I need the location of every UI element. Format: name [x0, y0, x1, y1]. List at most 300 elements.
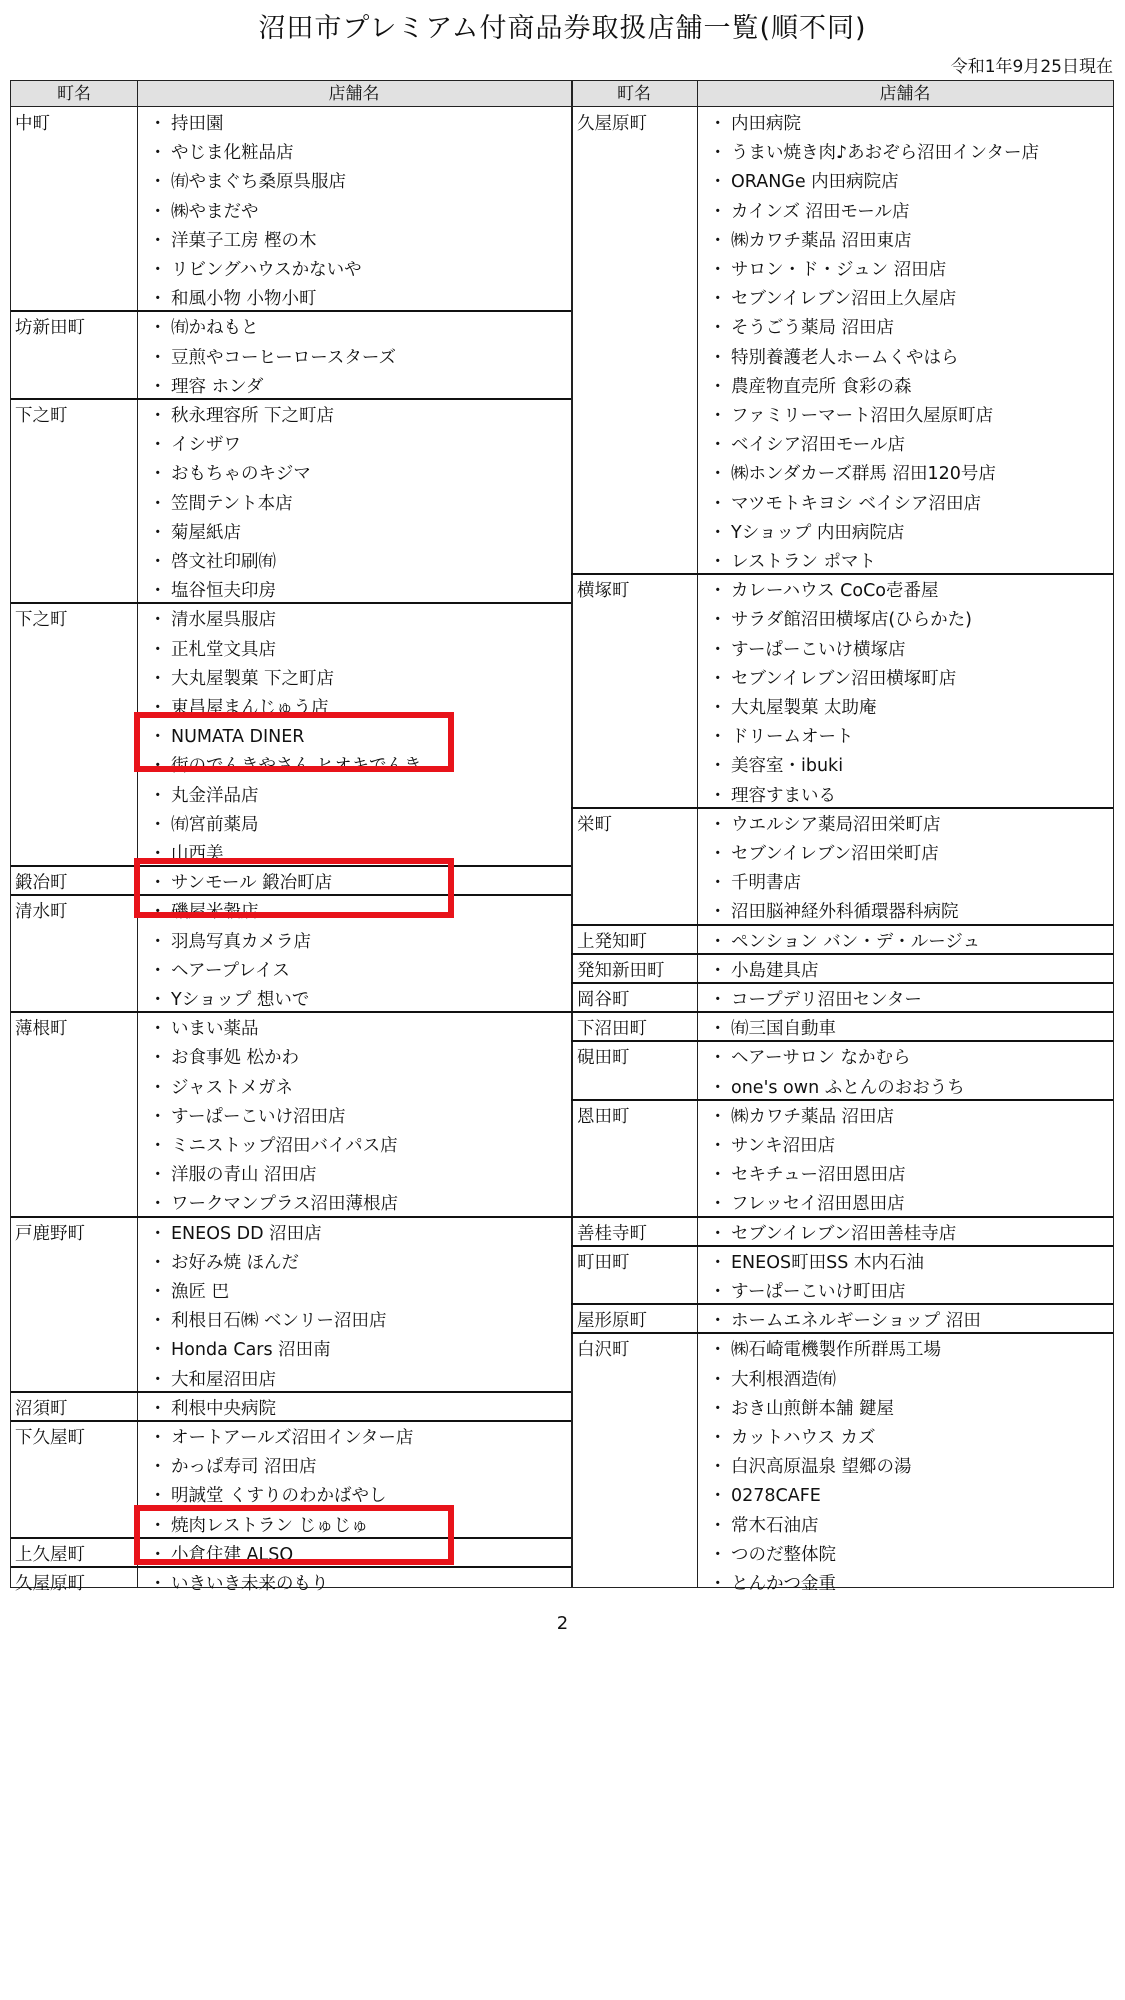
store-name: 漁匠 巴 [171, 1282, 230, 1302]
store-name: 丸金洋品店 [171, 785, 259, 806]
group-divider [11, 602, 571, 604]
bullet: ・ [709, 347, 727, 368]
store-item [149, 1103, 345, 1128]
store-item [149, 1015, 259, 1040]
bullet: ・ [709, 698, 727, 718]
group-divider [571, 1245, 1113, 1247]
store-item [709, 198, 909, 223]
bullet: ・ [709, 1106, 727, 1127]
store-item [709, 1482, 821, 1507]
town-name: 下之町 [15, 406, 68, 426]
bullet: ・ [149, 1077, 167, 1098]
bullet: ・ [149, 581, 167, 602]
bullet: ・ [709, 1252, 727, 1273]
store-item [709, 840, 939, 865]
group-divider [11, 1216, 571, 1218]
store-item [709, 1453, 912, 1478]
store-name: 菊屋紙店 [171, 522, 241, 543]
store-item [709, 168, 899, 193]
store-item [709, 1336, 941, 1361]
store-item [709, 752, 843, 777]
bullet: ・ [709, 376, 727, 397]
bullet: ・ [149, 230, 167, 251]
store-name: 明誠堂 くすりのわかばやし [171, 1486, 387, 1507]
bullet: ・ [149, 844, 167, 864]
bullet: ・ [709, 1165, 727, 1186]
store-name: ジャストメガネ [171, 1077, 293, 1098]
store-name: 街のでんきやさん ヒオキでんき [171, 756, 422, 777]
group-divider [571, 1099, 1113, 1101]
store-item [709, 957, 819, 982]
store-item [149, 1570, 329, 1595]
store-name: つのだ整体院 [731, 1544, 836, 1565]
store-item [149, 665, 334, 690]
bullet: ・ [709, 289, 727, 310]
store-name: 常木石油店 [731, 1515, 819, 1536]
bullet: ・ [149, 1574, 167, 1594]
store-name: ㈱カワチ薬品 沼田店 [731, 1106, 895, 1127]
bullet: ・ [149, 318, 167, 339]
town-name: 久屋原町 [577, 114, 647, 134]
store-name: サラダ館沼田横塚店(ひらかた) [731, 610, 972, 631]
bullet: ・ [149, 698, 167, 718]
bullet: ・ [149, 1194, 167, 1215]
highlight-box-jujyu [134, 1505, 454, 1565]
column-divider [571, 81, 573, 1587]
store-item [149, 1336, 331, 1361]
bullet: ・ [149, 552, 167, 572]
store-item [709, 402, 993, 427]
town-name: 戸鹿野町 [15, 1223, 85, 1244]
town-name: 下沼田町 [577, 1019, 647, 1040]
store-item [709, 1015, 836, 1040]
bullet: ・ [149, 990, 167, 1010]
group-divider [571, 573, 1113, 575]
town-name: 町田町 [577, 1252, 630, 1273]
bullet: ・ [709, 1515, 727, 1536]
store-name: Yショップ 想いで [171, 990, 310, 1010]
bullet: ・ [149, 873, 167, 894]
bullet: ・ [709, 902, 727, 923]
bullet: ・ [709, 1457, 727, 1478]
store-name: one's own ふとんのおおうち [731, 1077, 965, 1098]
town-name: 鍛冶町 [15, 873, 68, 894]
store-item [149, 1395, 276, 1420]
store-name: お好み焼 ほんだ [171, 1252, 300, 1273]
store-name: NUMATA DINER [171, 727, 305, 748]
store-item [149, 782, 259, 807]
store-name: ㈲やまぐち桑原呉服店 [171, 172, 346, 193]
bullet: ・ [149, 1136, 167, 1156]
store-name: いきいき未来のもり [171, 1574, 329, 1594]
store-name: ベイシア沼田モール店 [731, 435, 905, 456]
town-name: 沼須町 [15, 1398, 68, 1419]
store-item [709, 1307, 981, 1332]
bullet: ・ [149, 785, 167, 806]
bullet: ・ [149, 406, 167, 426]
group-divider [571, 1216, 1113, 1218]
group-divider [571, 1040, 1113, 1042]
store-item [149, 373, 263, 398]
store-name: Yショップ 内田病院店 [731, 522, 905, 543]
group-divider [11, 1391, 571, 1393]
store-item [709, 1570, 836, 1595]
store-item [709, 490, 981, 515]
store-item [149, 1220, 322, 1245]
bullet: ・ [149, 1223, 167, 1244]
store-item [149, 1482, 387, 1507]
bullet: ・ [149, 1515, 167, 1536]
store-name: 沼田脳神経外科循環器科病院 [731, 902, 959, 923]
bullet: ・ [709, 143, 727, 164]
store-name: イシザワ [171, 435, 241, 456]
bullet: ・ [709, 1223, 727, 1244]
store-item [709, 285, 956, 310]
store-item [149, 1278, 229, 1303]
store-item [149, 1074, 293, 1099]
store-item [149, 110, 224, 135]
store-item [709, 1278, 905, 1303]
town-name: 栄町 [577, 814, 612, 835]
store-item [709, 665, 956, 690]
store-name: ドリームオート [731, 727, 854, 748]
store-item [149, 548, 276, 573]
store-name: セブンイレブン沼田横塚町店 [731, 668, 957, 689]
group-divider [11, 310, 571, 312]
town-name: 岡谷町 [577, 990, 630, 1010]
store-item [149, 519, 241, 544]
store-item [149, 577, 276, 602]
store-name: いまい薬品 [171, 1019, 259, 1040]
header-store-right: 店舗名 [697, 81, 1113, 107]
group-divider [571, 1011, 1113, 1013]
store-item [149, 957, 290, 982]
bullet: ・ [149, 464, 167, 485]
bullet: ・ [709, 1077, 727, 1098]
store-item [709, 227, 912, 252]
store-name: 内田病院 [731, 114, 801, 134]
store-name: かっぱ寿司 沼田店 [171, 1457, 317, 1478]
store-name: セブンイレブン沼田上久屋店 [731, 289, 957, 310]
group-divider [571, 1332, 1113, 1334]
bullet: ・ [149, 1369, 167, 1390]
town-name: 硯田町 [577, 1048, 630, 1069]
store-name: 利根日石㈱ ベンリー沼田店 [171, 1311, 387, 1332]
bullet: ・ [709, 873, 727, 894]
store-item [149, 811, 259, 836]
store-name: ㈲宮前薬局 [171, 814, 259, 835]
store-item [709, 314, 894, 339]
store-name: ㈲三国自動車 [731, 1019, 836, 1040]
store-name: レストラン ポマト [731, 552, 877, 572]
bullet: ・ [709, 172, 727, 193]
store-name: カインズ 沼田モール店 [731, 201, 910, 222]
bullet: ・ [149, 1048, 167, 1069]
bullet: ・ [709, 960, 727, 981]
bullet: ・ [149, 435, 167, 456]
bullet: ・ [709, 406, 727, 426]
store-item [149, 1249, 299, 1274]
store-name: 持田園 [171, 114, 224, 134]
store-name: 洋菓子工房 樫の木 [171, 230, 317, 251]
store-name: 秋永理容所 下之町店 [171, 406, 335, 426]
store-name: リビングハウスかないや [171, 260, 362, 280]
bullet: ・ [149, 347, 167, 368]
town-name: 下久屋町 [15, 1428, 85, 1448]
store-name: ㈱カワチ薬品 沼田東店 [731, 230, 912, 251]
bullet: ・ [149, 727, 167, 748]
bullet: ・ [149, 1252, 167, 1273]
bullet: ・ [149, 1165, 167, 1186]
bullet: ・ [149, 522, 167, 543]
store-name: 正札堂文具店 [171, 639, 276, 660]
group-divider [11, 398, 571, 400]
store-name: コープデリ沼田センター [731, 990, 922, 1010]
bullet: ・ [709, 201, 727, 222]
store-name: 小倉住建 ALSO [171, 1544, 294, 1565]
town-name: 上発知町 [577, 931, 647, 952]
town-name: 恩田町 [577, 1106, 630, 1127]
store-name: うまい焼き肉♪あおぞら沼田インター店 [731, 143, 1039, 164]
bullet: ・ [709, 639, 727, 660]
store-name: ㈱石崎電機製作所群馬工場 [731, 1340, 941, 1361]
column-divider [137, 81, 138, 1587]
store-name: 洋服の青山 沼田店 [171, 1165, 317, 1186]
bullet: ・ [149, 376, 167, 397]
store-item [149, 460, 311, 485]
store-name: ㈲かねもと [171, 318, 259, 339]
store-name: すーぱーこいけ町田店 [731, 1282, 906, 1302]
bullet: ・ [149, 1428, 167, 1448]
store-item [149, 402, 334, 427]
bullet: ・ [149, 814, 167, 835]
bullet: ・ [709, 230, 727, 251]
store-item [709, 606, 972, 631]
bullet: ・ [709, 464, 727, 485]
town-name: 横塚町 [577, 581, 630, 602]
bullet: ・ [709, 1340, 727, 1361]
bullet: ・ [709, 522, 727, 543]
store-name: 磯屋米穀店 [171, 902, 259, 923]
store-item [149, 636, 276, 661]
store-item [149, 928, 311, 953]
store-name: オートアールズ沼田インター店 [171, 1428, 414, 1448]
bullet: ・ [149, 1106, 167, 1127]
store-item [709, 869, 801, 894]
store-name: マツモトキヨシ ベイシア沼田店 [731, 493, 982, 514]
store-name: 豆煎やコーヒーロースターズ [171, 347, 397, 368]
bullet: ・ [709, 814, 727, 835]
store-item [709, 1190, 905, 1215]
bullet: ・ [709, 318, 727, 339]
store-name: セブンイレブン沼田栄町店 [731, 844, 939, 864]
store-item [709, 1395, 894, 1420]
store-item [149, 227, 317, 252]
town-name: 中町 [15, 114, 50, 134]
store-item [149, 1044, 299, 1069]
store-name: 東昌屋まんじゅう店 [171, 698, 329, 718]
highlight-box-sanmall [134, 858, 454, 918]
store-name: ミニストップ沼田バイパス店 [171, 1136, 398, 1156]
store-item [709, 519, 904, 544]
bullet: ・ [149, 931, 167, 952]
store-item [709, 1074, 965, 1099]
bullet: ・ [709, 931, 727, 952]
store-name: ORANGe 内田病院店 [731, 172, 899, 193]
store-item [709, 577, 939, 602]
store-name: 農産物直売所 食彩の森 [731, 376, 912, 397]
group-divider [571, 807, 1113, 809]
header-town-right: 町名 [571, 81, 697, 107]
bullet: ・ [149, 610, 167, 631]
store-item [709, 928, 980, 953]
bullet: ・ [149, 260, 167, 280]
store-item [149, 1132, 398, 1157]
store-name: 大和屋沼田店 [171, 1369, 276, 1390]
bullet: ・ [709, 668, 727, 689]
store-name: 大丸屋製菓 太助庵 [731, 698, 877, 718]
bullet: ・ [149, 289, 167, 310]
store-name: お食事処 松かわ [171, 1048, 300, 1069]
store-item [149, 606, 276, 631]
store-name: 特別養護老人ホームくやはら [731, 347, 959, 368]
store-name: ㈱ホンダカーズ群馬 沼田120号店 [731, 464, 996, 485]
store-item [709, 636, 905, 661]
bullet: ・ [149, 143, 167, 164]
store-name: 笠間テント本店 [171, 493, 293, 514]
store-item [709, 431, 905, 456]
bullet: ・ [709, 1019, 727, 1040]
store-item [709, 1366, 836, 1391]
bullet: ・ [149, 668, 167, 689]
town-name: 屋形原町 [577, 1311, 647, 1332]
store-item [709, 373, 912, 398]
bullet: ・ [709, 435, 727, 456]
bullet: ・ [149, 114, 167, 134]
store-name: やじま化粧品店 [171, 143, 294, 164]
store-name: Honda Cars 沼田南 [171, 1340, 331, 1361]
store-item [709, 256, 946, 281]
store-table [10, 80, 1114, 1594]
store-name: ホームエネルギーショップ 沼田 [731, 1311, 981, 1332]
town-name: 上久屋町 [15, 1544, 85, 1565]
store-item [149, 198, 259, 223]
bullet: ・ [709, 1574, 727, 1594]
town-name: 薄根町 [15, 1019, 68, 1040]
store-item [709, 460, 996, 485]
group-divider [571, 1303, 1113, 1305]
store-item [709, 723, 854, 748]
store-item [149, 314, 259, 339]
store-item [149, 986, 309, 1011]
store-name: すーぱーこいけ横塚店 [731, 639, 906, 660]
store-item [149, 1307, 387, 1332]
bullet: ・ [709, 1428, 727, 1448]
bullet: ・ [709, 1136, 727, 1156]
store-item [709, 344, 959, 369]
store-item [709, 898, 959, 923]
store-name: 理容すまいる [731, 785, 836, 806]
store-name: 和風小物 小物小町 [171, 289, 317, 310]
header-store: 店舗名 [137, 81, 571, 107]
store-name: そうごう薬局 沼田店 [731, 318, 895, 339]
store-name: 焼肉レストラン じゅじゅ [171, 1515, 369, 1536]
town-name: 善桂寺町 [577, 1223, 647, 1244]
store-name: 大丸屋製菓 下之町店 [171, 668, 335, 689]
store-item [709, 986, 922, 1011]
store-item [709, 1103, 894, 1128]
bullet: ・ [709, 581, 727, 602]
store-item [149, 285, 317, 310]
group-divider [571, 953, 1113, 955]
store-name: おき山煎餅本舗 鍵屋 [731, 1398, 895, 1419]
bullet: ・ [709, 552, 727, 572]
store-item [149, 431, 241, 456]
store-name: ペンション バン・デ・ルージュ [731, 931, 981, 952]
store-item [149, 168, 346, 193]
bullet: ・ [709, 114, 727, 134]
bullet: ・ [709, 1194, 727, 1215]
store-item [149, 1161, 317, 1186]
store-name: すーぱーこいけ沼田店 [171, 1106, 346, 1127]
bullet: ・ [149, 902, 167, 923]
store-name: ENEOS DD 沼田店 [171, 1223, 322, 1244]
store-item [709, 1044, 911, 1069]
store-item [709, 1249, 924, 1274]
bullet: ・ [149, 1486, 167, 1507]
town-name: 下之町 [15, 610, 68, 631]
store-item [709, 1132, 835, 1157]
store-item [709, 782, 836, 807]
store-name: ㈱やまだや [171, 201, 259, 222]
bullet: ・ [709, 1282, 727, 1302]
group-divider [11, 1566, 571, 1568]
store-name: サロン・ド・ジュン 沼田店 [731, 260, 947, 280]
store-name: ヘアープレイス [171, 960, 290, 981]
store-item [149, 1453, 317, 1478]
store-item [149, 1424, 413, 1449]
store-name: 羽鳥写真カメラ店 [171, 931, 311, 952]
group-divider [11, 1420, 571, 1422]
store-name: とんかつ金重 [731, 1574, 836, 1594]
bullet: ・ [149, 1398, 167, 1419]
store-name: ファミリーマート沼田久屋原町店 [731, 406, 994, 426]
store-name: 美容室・ibuki [731, 756, 844, 777]
page-number: 2 [556, 1613, 569, 1634]
column-divider [697, 81, 698, 1587]
group-divider [571, 982, 1113, 984]
store-name: 塩谷恒夫印房 [171, 581, 276, 602]
bullet: ・ [149, 1544, 167, 1565]
bullet: ・ [709, 1369, 727, 1390]
bullet: ・ [149, 172, 167, 193]
store-name: 山西美 [171, 844, 224, 864]
store-item [709, 548, 876, 573]
store-name: セブンイレブン沼田善桂寺店 [731, 1223, 957, 1244]
store-name: 白沢高原温泉 望郷の湯 [731, 1457, 912, 1478]
highlight-box-numata-diner [134, 712, 454, 772]
store-item [709, 1220, 956, 1245]
bullet: ・ [149, 756, 167, 777]
bullet: ・ [709, 1486, 727, 1507]
town-name: 坊新田町 [15, 318, 85, 339]
town-name: 発知新田町 [577, 960, 665, 981]
town-name: 白沢町 [577, 1340, 630, 1361]
bullet: ・ [149, 1340, 167, 1361]
town-name: 久屋原町 [15, 1574, 85, 1594]
store-item [709, 1512, 819, 1537]
header-town: 町名 [11, 81, 137, 107]
